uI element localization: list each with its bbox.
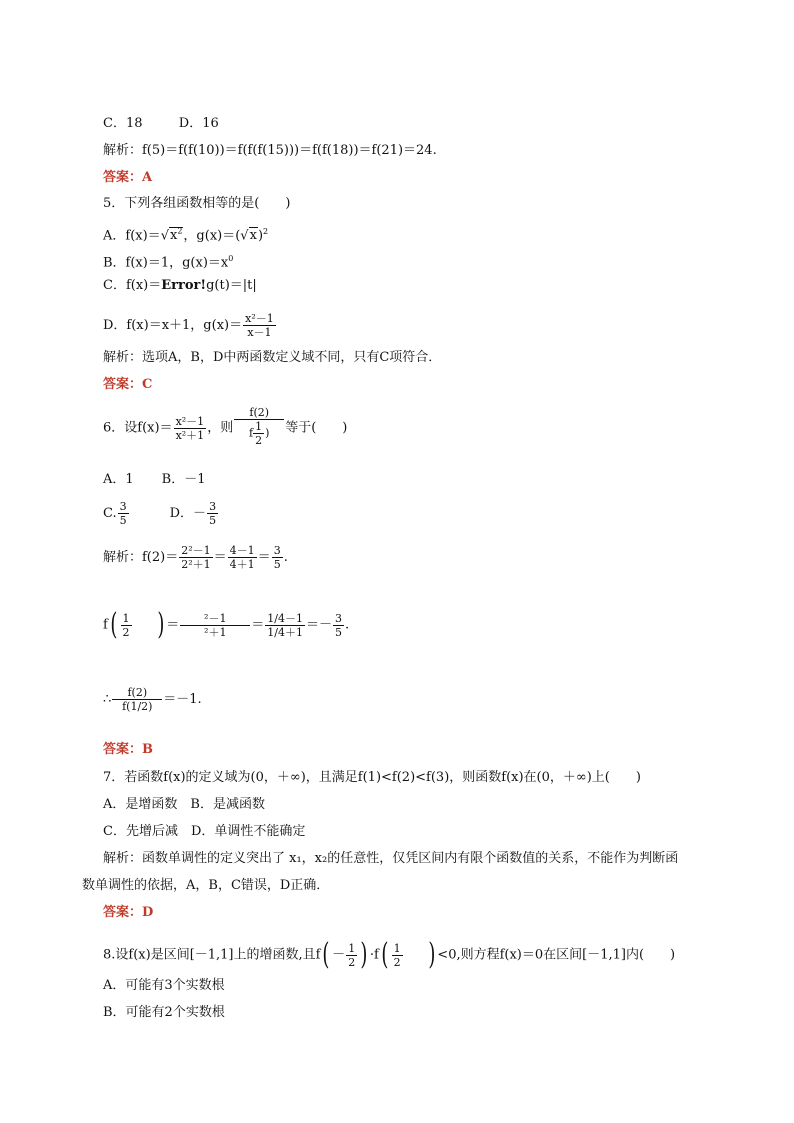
q4-explanation: 解析：f(5)＝f(f(10))＝f(f(f(15)))＝f(f(18))＝f(21)＝24. [103,143,437,158]
q6-explanation-3: ∴ $\frac{f(2)}{f(1/2)}$ ＝－1. [103,686,202,713]
error-text: Error! [161,278,207,293]
q6-options-cd: C. $\frac{3}{5}$ D．－ $\frac{3}{5}$ [103,500,217,527]
q4-option-d: D．16 [178,116,219,131]
q6-answer: 答案：B [103,742,153,757]
q7-answer: 答案：D [103,905,154,920]
q8-option-b: B．可能有2个实数根 [103,1005,225,1020]
q7-options-cd: C．先增后减 D．单调性不能确定 [103,824,306,839]
q5-explanation: 解析：选项A，B，D中两函数定义域不同，只有C项符合． [103,350,442,365]
q5-option-c: C．f(x)＝Error!g(t)＝|t| [103,278,257,293]
q5-answer: 答案：C [103,377,153,392]
q7-options-ab: A．是增函数 B．是减函数 [103,797,265,812]
q6-options-ab: A．1 B．－1 [103,472,206,487]
fraction: $\frac{\text{x²－1}}{\text{x²＋1}}$ [175,414,205,442]
big-fraction: $\frac{\text{²－1}}{\text{²＋1}}$ [180,612,250,639]
q5-option-d: D．f(x)＝x＋1，g(x)＝ $\frac{\text{x²－1}}{x-1}$ [103,312,274,339]
q6-stem: 6．设f(x)＝ $\frac{\text{x²－1}}{\text{x²＋1}}$ ，则 f(2) f $\frac{1}{2}$ ) 等于( ) [103,406,347,450]
q8-option-a: A．可能有3个实数根 [103,978,225,993]
q6-explanation-2: f( $\frac{1}{2}$ ) ＝ $\frac{\text{²－1}}{\text{²＋1}}$ ＝ $\frac{1/4-1}{1/4+1}$ ＝－ $\frac{3}{5}$ . [103,607,350,642]
q5-stem: 5．下列各组函数相等的是( ) [103,196,291,211]
q8-stem: 8.设f(x)是区间[－1,1]上的增函数,且f( － $\frac{1}{2}$ ) ·f( $\frac{1}{2}$ ) <0,则方程f(x)＝0在区间[－1,1]内( ) [103,937,676,972]
q5-option-a: A．$f(x)=√x^2$，$g(x)=(√x)^2$ [103,227,269,244]
sqrt-term: $x^2$ [169,227,183,244]
q4-options [103,116,219,132]
q7-stem: 7．若函数f(x)的定义域为(0，＋∞)，且满足f(1)<f(2)<f(3)，则函数f(x)在(0，＋∞)上( ) [103,770,641,785]
q5-option-b: B．f(x)＝1，$g(x)=x^0$ [103,254,234,271]
q6-explanation-1: 解析：f(2)＝ $\frac{\text{2²－1}}{\text{2²＋1}}$ ＝ $\frac{4-1}{4+1}$ ＝ $\frac{3}{5}$ . [103,544,288,571]
q7-explanation-2: 数单调性的依据，A，B，C错误，D正确． [82,878,330,893]
ratio-fraction: f(2) f $\frac{1}{2}$ ) [234,406,284,450]
q7-explanation-1: 解析：函数单调性的定义突出了 x₁，x₂的任意性，仅凭区间内有限个函数值的关系，不能作为判断函 [103,851,679,866]
fraction: $\frac{\text{x²－1}}{x-1}$ [245,312,274,339]
q4-option-c: C．18 [103,116,143,131]
q4-answer: 答案：A [103,170,153,185]
